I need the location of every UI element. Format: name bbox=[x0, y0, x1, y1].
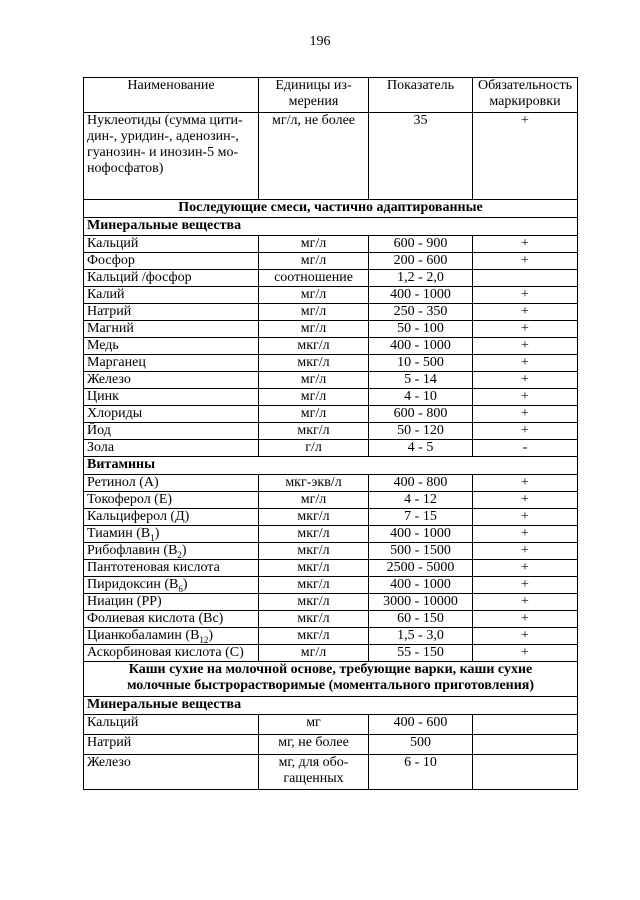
cell-name-text: Железо bbox=[87, 372, 131, 387]
cell-name bbox=[84, 389, 259, 406]
cell-mark bbox=[473, 270, 578, 287]
cell-value: 400 - 600 bbox=[369, 715, 473, 735]
header-marking: Обязательность маркировки bbox=[473, 78, 578, 113]
cell-mark: + bbox=[473, 253, 578, 270]
table-row bbox=[84, 755, 578, 790]
cell-name-text: Натрий bbox=[87, 735, 132, 750]
cell-value: 250 - 350 bbox=[369, 304, 473, 321]
cell-mark: + bbox=[473, 406, 578, 423]
cell-name-subscript: 1 bbox=[150, 532, 155, 543]
cell-unit: мг/л bbox=[259, 406, 369, 423]
cell-mark: + bbox=[473, 543, 578, 560]
cell-mark: + bbox=[473, 526, 578, 543]
cell-name-suffix: ) bbox=[181, 543, 187, 558]
cell-mark bbox=[473, 755, 578, 790]
cell-name bbox=[84, 492, 259, 509]
cell-name bbox=[84, 577, 259, 594]
cell-name-text: Магний bbox=[87, 321, 134, 336]
table-row bbox=[84, 611, 578, 628]
cell-name-text: Ниацин (РР) bbox=[87, 594, 162, 609]
cell-name-text: Кальций /фосфор bbox=[87, 270, 192, 285]
cell-mark bbox=[473, 735, 578, 755]
cell-value: 10 - 500 bbox=[369, 355, 473, 372]
table-row bbox=[84, 253, 578, 270]
table-row bbox=[84, 577, 578, 594]
cell-mark: + bbox=[473, 321, 578, 338]
cell-value: 600 - 900 bbox=[369, 236, 473, 253]
cell-unit: мкг/л bbox=[259, 560, 369, 577]
cell-name bbox=[84, 475, 259, 492]
cell-value: 50 - 120 bbox=[369, 423, 473, 440]
cell-mark: + bbox=[473, 113, 578, 200]
cell-name-text: Калий bbox=[87, 287, 125, 302]
cell-name-text: Йод bbox=[87, 423, 111, 438]
cell-name bbox=[84, 270, 259, 287]
cell-unit: мкг/л bbox=[259, 628, 369, 645]
cell-mark: + bbox=[473, 560, 578, 577]
cell-name bbox=[84, 543, 259, 560]
cell-unit: мг/л bbox=[259, 389, 369, 406]
cell-mark bbox=[473, 715, 578, 735]
section-title: Последующие смеси, частично адаптированные bbox=[84, 200, 578, 218]
cell-name bbox=[84, 755, 259, 790]
cell-mark: + bbox=[473, 389, 578, 406]
cell-name bbox=[84, 406, 259, 423]
cell-name bbox=[84, 526, 259, 543]
cell-mark: + bbox=[473, 594, 578, 611]
cell-name bbox=[84, 355, 259, 372]
table-row bbox=[84, 492, 578, 509]
cell-value: 4 - 12 bbox=[369, 492, 473, 509]
cell-mark: + bbox=[473, 287, 578, 304]
table-row bbox=[84, 406, 578, 423]
table-row bbox=[84, 423, 578, 440]
cell-mark: + bbox=[473, 577, 578, 594]
cell-value: 35 bbox=[369, 113, 473, 200]
cell-mark: + bbox=[473, 423, 578, 440]
table-header-row bbox=[84, 78, 578, 113]
cell-name bbox=[84, 735, 259, 755]
cell-unit: мг bbox=[259, 715, 369, 735]
cell-unit: мг/л bbox=[259, 492, 369, 509]
cell-value: 55 - 150 bbox=[369, 645, 473, 662]
cell-value: 400 - 1000 bbox=[369, 577, 473, 594]
cell-name-text: Натрий bbox=[87, 304, 132, 319]
cell-value: 7 - 15 bbox=[369, 509, 473, 526]
table-row bbox=[84, 526, 578, 543]
cell-unit: мг/л bbox=[259, 287, 369, 304]
cell-value: 500 - 1500 bbox=[369, 543, 473, 560]
section-title: Минеральные вещества bbox=[84, 218, 578, 236]
cell-unit: мг/л bbox=[259, 253, 369, 270]
cell-name bbox=[84, 594, 259, 611]
cell-name-text: Кальций bbox=[87, 236, 139, 251]
cell-mark: + bbox=[473, 611, 578, 628]
cell-mark: + bbox=[473, 645, 578, 662]
cell-name bbox=[84, 253, 259, 270]
cell-name-text: Токоферол (Е) bbox=[87, 492, 173, 507]
table-row bbox=[84, 338, 578, 355]
cell-unit: мг/л, не более bbox=[259, 113, 369, 200]
cell-unit: мкг/л bbox=[259, 577, 369, 594]
cell-value: 400 - 800 bbox=[369, 475, 473, 492]
cell-unit: мкг/л bbox=[259, 543, 369, 560]
table-row bbox=[84, 475, 578, 492]
table-row bbox=[84, 304, 578, 321]
cell-mark: - bbox=[473, 440, 578, 457]
cell-value: 400 - 1000 bbox=[369, 338, 473, 355]
cell-name-suffix: ) bbox=[154, 526, 160, 541]
table-row bbox=[84, 715, 578, 735]
cell-unit: мг, не более bbox=[259, 735, 369, 755]
section-row bbox=[84, 662, 578, 697]
cell-value: 1,2 - 2,0 bbox=[369, 270, 473, 287]
cell-value: 200 - 600 bbox=[369, 253, 473, 270]
cell-unit: г/л bbox=[259, 440, 369, 457]
cell-name-subscript: 6 bbox=[178, 583, 183, 594]
cell-name-text: Марганец bbox=[87, 355, 146, 370]
cell-unit: мкг/л bbox=[259, 509, 369, 526]
cell-name bbox=[84, 287, 259, 304]
nutrition-table bbox=[83, 77, 578, 790]
cell-unit: мг/л bbox=[259, 372, 369, 389]
cell-unit: мг/л bbox=[259, 236, 369, 253]
cell-name-suffix: ) bbox=[182, 577, 188, 592]
page-number: 196 bbox=[309, 34, 331, 49]
cell-value: 600 - 800 bbox=[369, 406, 473, 423]
table-row bbox=[84, 270, 578, 287]
cell-name-text: Кальциферол (Д) bbox=[87, 509, 190, 524]
cell-name bbox=[84, 236, 259, 253]
cell-mark: + bbox=[473, 475, 578, 492]
cell-name-text: Хлориды bbox=[87, 406, 143, 421]
cell-mark: + bbox=[473, 492, 578, 509]
cell-mark: + bbox=[473, 372, 578, 389]
cell-name-text: Рибофлавин (В bbox=[87, 543, 178, 558]
cell-value: 400 - 1000 bbox=[369, 526, 473, 543]
cell-value: 5 - 14 bbox=[369, 372, 473, 389]
table-row bbox=[84, 389, 578, 406]
cell-mark: + bbox=[473, 304, 578, 321]
cell-unit: мг/л bbox=[259, 321, 369, 338]
cell-unit: мкг/л bbox=[259, 338, 369, 355]
cell-value: 4 - 5 bbox=[369, 440, 473, 457]
cell-name-text: Аскорбиновая кислота (С) bbox=[87, 645, 244, 660]
section-title: Минеральные вещества bbox=[84, 697, 578, 715]
cell-name bbox=[84, 560, 259, 577]
cell-value: 400 - 1000 bbox=[369, 287, 473, 304]
cell-mark: + bbox=[473, 628, 578, 645]
cell-name-suffix: ) bbox=[208, 628, 214, 643]
table-row bbox=[84, 735, 578, 755]
cell-name-text: Пиридоксин (В bbox=[87, 577, 179, 592]
table-row bbox=[84, 560, 578, 577]
cell-name bbox=[84, 645, 259, 662]
cell-name-text: Фолиевая кислота (Вс) bbox=[87, 611, 224, 626]
table-row bbox=[84, 321, 578, 338]
table-row bbox=[84, 287, 578, 304]
cell-name bbox=[84, 509, 259, 526]
cell-name-text: Кальций bbox=[87, 715, 139, 730]
cell-name bbox=[84, 338, 259, 355]
header-units: Единицы из- мерения bbox=[259, 78, 369, 113]
section-row bbox=[84, 218, 578, 236]
cell-name bbox=[84, 628, 259, 645]
header-value: Показатель bbox=[369, 78, 473, 113]
table-row bbox=[84, 113, 578, 200]
cell-name-text: Цинк bbox=[87, 389, 119, 404]
section-row bbox=[84, 697, 578, 715]
cell-value: 2500 - 5000 bbox=[369, 560, 473, 577]
cell-unit: мкг/л bbox=[259, 423, 369, 440]
cell-unit: мкг/л bbox=[259, 594, 369, 611]
table-row bbox=[84, 628, 578, 645]
cell-mark: + bbox=[473, 236, 578, 253]
cell-unit: мкг-экв/л bbox=[259, 475, 369, 492]
cell-name-text: Фосфор bbox=[87, 253, 135, 268]
cell-value: 50 - 100 bbox=[369, 321, 473, 338]
table-row bbox=[84, 645, 578, 662]
cell-value: 4 - 10 bbox=[369, 389, 473, 406]
section-row bbox=[84, 457, 578, 475]
table-row bbox=[84, 355, 578, 372]
table-row bbox=[84, 236, 578, 253]
cell-name-text: Железо bbox=[87, 755, 131, 770]
cell-name-text: Зола bbox=[87, 440, 115, 455]
header-name: Наименование bbox=[84, 78, 259, 113]
cell-name bbox=[84, 440, 259, 457]
cell-name-text: Ретинол (А) bbox=[87, 475, 159, 490]
cell-name bbox=[84, 304, 259, 321]
cell-unit: мкг/л bbox=[259, 355, 369, 372]
cell-value: 6 - 10 bbox=[369, 755, 473, 790]
cell-name bbox=[84, 321, 259, 338]
cell-name bbox=[84, 611, 259, 628]
cell-name: Нуклеотиды (сумма цити- дин-, уридин-, аденозин-, гуанозин- и инозин-5 мо- нофосфатов) bbox=[84, 113, 259, 200]
table-row bbox=[84, 372, 578, 389]
cell-name-subscript: 2 bbox=[177, 549, 182, 560]
table-row bbox=[84, 509, 578, 526]
cell-name-subscript: 12 bbox=[199, 634, 209, 645]
cell-name bbox=[84, 715, 259, 735]
cell-name-text: Тиамин (В bbox=[87, 526, 151, 541]
table-row bbox=[84, 440, 578, 457]
section-row bbox=[84, 200, 578, 218]
section-title: Каши сухие на молочной основе, требующие варки, каши сухие молочные быстрорастворимые (моментального приготовления) bbox=[84, 662, 578, 697]
cell-mark: + bbox=[473, 509, 578, 526]
cell-unit: мкг/л bbox=[259, 611, 369, 628]
cell-unit: мг/л bbox=[259, 645, 369, 662]
cell-name bbox=[84, 423, 259, 440]
cell-name-text: Медь bbox=[87, 338, 119, 353]
cell-unit: мг, для обо- гащенных bbox=[259, 755, 369, 790]
cell-name bbox=[84, 372, 259, 389]
section-title: Витамины bbox=[84, 457, 578, 475]
cell-value: 3000 - 10000 bbox=[369, 594, 473, 611]
cell-unit: мкг/л bbox=[259, 526, 369, 543]
table-row bbox=[84, 594, 578, 611]
cell-name-text: Пантотеновая кислота bbox=[87, 560, 220, 575]
cell-unit: соотношение bbox=[259, 270, 369, 287]
cell-value: 1,5 - 3,0 bbox=[369, 628, 473, 645]
cell-value: 60 - 150 bbox=[369, 611, 473, 628]
cell-name-text: Цианкобаламин (В bbox=[87, 628, 200, 643]
cell-mark: + bbox=[473, 355, 578, 372]
table-row bbox=[84, 543, 578, 560]
cell-value: 500 bbox=[369, 735, 473, 755]
cell-mark: + bbox=[473, 338, 578, 355]
cell-unit: мг/л bbox=[259, 304, 369, 321]
